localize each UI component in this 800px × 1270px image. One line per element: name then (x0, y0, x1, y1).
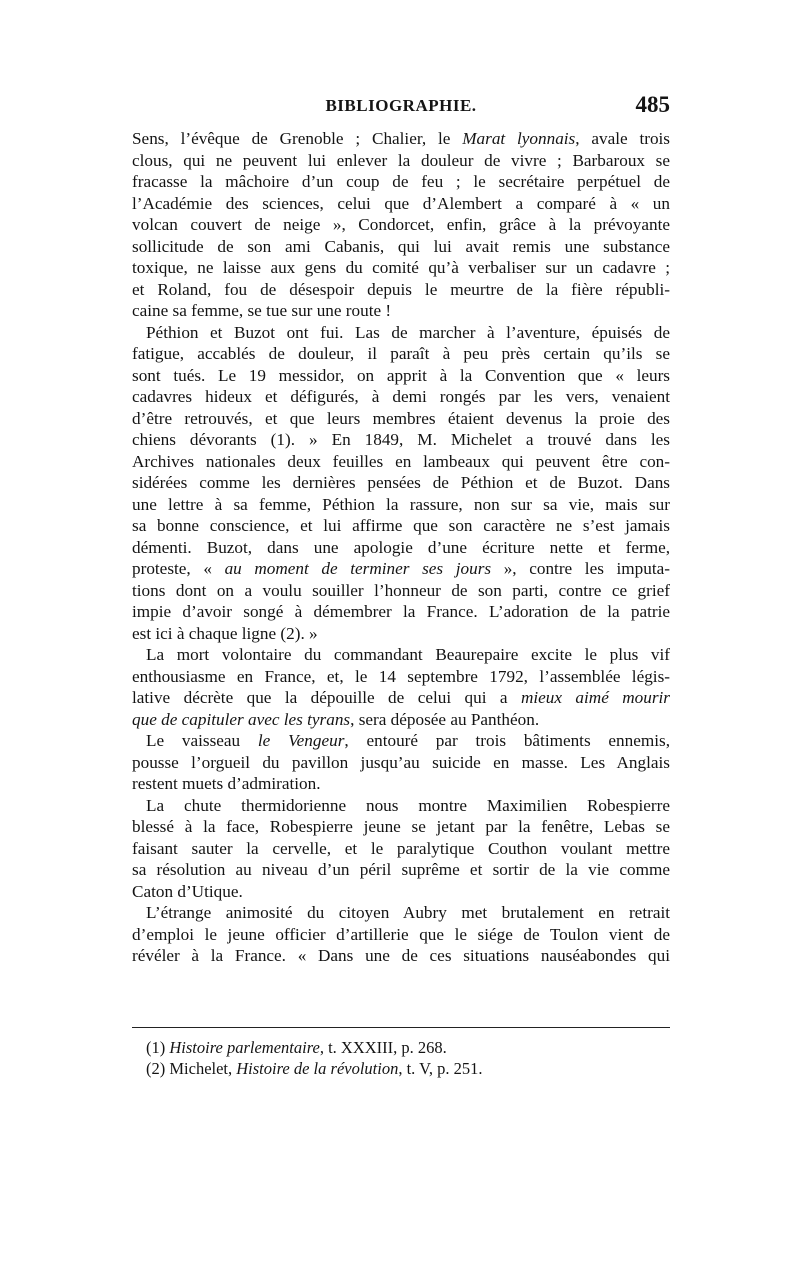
footnote-reference: , t. V, p. 251. (398, 1059, 483, 1078)
footnote-reference: , t. XXXIII, p. 268. (319, 1038, 447, 1057)
line-text: lative décrète que la dépouille de celui qui a (132, 688, 521, 707)
text-line (132, 816, 670, 838)
line-text: caine sa femme, se tue sur une route ! (132, 301, 392, 320)
text-line (132, 214, 670, 236)
line-text: pousse l’orgueil du pavillon jusqu’au suicide en masse. Les Anglais (132, 752, 670, 772)
line-text: fatigue, accablés de douleur, il paraît à peu près certain qu’ils se (132, 344, 670, 363)
line-text: chiens dévorants (1). » En 1849, M. Michelet a trouvé dans les (132, 430, 670, 449)
footnote (146, 1037, 666, 1058)
line-italic-text: le Vengeur (257, 731, 345, 750)
text-line (132, 752, 670, 774)
footnote-rule (132, 1027, 670, 1028)
line-text: Archives nationales deux feuilles en lambeaux qui peuvent être con- (132, 451, 670, 471)
text-line (132, 644, 670, 666)
line-text: faisant sauter la cervelle, et le paralytique Couthon voulant mettre (132, 838, 670, 858)
text-line (132, 666, 670, 688)
text-line (132, 924, 670, 946)
line-text: tions dont on a voulu souiller l’honneur de son parti, contre ce grief (132, 580, 670, 600)
line-text-after: », contre les imputa- (491, 559, 670, 578)
footnote-title: Histoire parlementaire (169, 1038, 320, 1057)
page-number: 485 (635, 92, 670, 117)
text-line (132, 773, 670, 795)
line-text: proteste, « (132, 559, 225, 578)
footnote-number: (2) Michelet, (146, 1059, 237, 1078)
line-text: sidérées comme les dernières pensées de Péthion et de Buzot. Dans (132, 473, 670, 492)
text-line (132, 859, 670, 881)
line-text: et Roland, fou de désespoir depuis le meurtre de la fière républi- (132, 279, 670, 299)
text-line (132, 580, 670, 602)
line-text: sollicitude de son ami Cabanis, qui lui avait remis une substance (132, 236, 670, 256)
line-text: fracasse la mâchoire d’un coup de feu ; le secrétaire perpétuel de (132, 172, 670, 191)
line-text: sa résolution au niveau d’un péril suprême et sortir de la vie comme (132, 860, 670, 879)
line-text-after: , avale trois (575, 129, 670, 148)
line-text: l’Académie des sciences, celui que d’Alembert a comparé à « un (132, 193, 670, 213)
text-line (132, 279, 670, 301)
text-line (132, 171, 670, 193)
line-text: Sens, l’évêque de Grenoble ; Chalier, le (132, 129, 463, 148)
text-line (132, 515, 670, 537)
line-text: toxique, ne laisse aux gens du comité qu’à verbaliser sur un cadavre ; (132, 258, 670, 277)
line-text-after: , entouré par trois bâtiments ennemis, (344, 731, 670, 750)
running-title: BIBLIOGRAPHIE. (325, 96, 477, 115)
text-line (132, 472, 670, 494)
text-line (132, 730, 670, 752)
line-text: cadavres hideux et défigurés, à demi rongés par les vers, venaient (132, 387, 670, 406)
line-text: une lettre à sa femme, Péthion la rassure, non sur sa vie, mais sur (132, 494, 670, 514)
text-line (132, 945, 670, 967)
text-line (132, 451, 670, 473)
text-line (132, 838, 670, 860)
line-text: sa bonne conscience, et lui affirme que son caractère ne s’est jamais (132, 516, 670, 535)
text-line (132, 429, 670, 451)
line-italic-text: mieux aimé mourir (520, 688, 670, 707)
text-line (132, 408, 670, 430)
line-text-after: , sera déposée au Panthéon. (350, 709, 540, 729)
text-line (132, 537, 670, 559)
text-line (132, 150, 670, 172)
text-line (132, 623, 670, 645)
text-line (132, 881, 670, 903)
text-line (132, 687, 670, 709)
line-text: La chute thermidorienne nous montre Maximilien Robespierre (146, 795, 670, 815)
line-text: blessé à la face, Robespierre jeune se jetant par la fenêtre, Lebas se (132, 817, 670, 836)
footnotes (146, 1037, 666, 1079)
text-line (132, 322, 670, 344)
text-line (132, 601, 670, 623)
line-text: clous, qui ne peuvent lui enlever la douleur de vivre ; Barbaroux se (132, 150, 670, 170)
text-line (132, 257, 670, 279)
text-line (132, 128, 670, 150)
line-text: enthousiasme en France, et, le 14 septembre 1792, l’assemblée légis- (132, 666, 670, 686)
page-header (132, 92, 670, 126)
line-text: d’être retrouvés, et que leurs membres étaient devenus la proie des (132, 408, 670, 428)
footnote-title: Histoire de la révolution (236, 1059, 399, 1078)
text-line (132, 386, 670, 408)
line-text: Le vaisseau (146, 731, 258, 750)
line-text: volcan couvert de neige », Condorcet, enfin, grâce à la prévoyante (132, 215, 670, 234)
line-text: restent muets d’admiration. (132, 774, 321, 793)
line-text: démenti. Buzot, dans une apologie d’une écriture nette et ferme, (132, 537, 670, 557)
footnote-number: (1) (146, 1038, 170, 1057)
text-line (132, 236, 670, 258)
text-line (132, 365, 670, 387)
text-line (132, 795, 670, 817)
line-text: Caton d’Utique. (132, 881, 243, 901)
footnote (146, 1058, 666, 1079)
body-text (132, 128, 670, 967)
text-line (132, 343, 670, 365)
text-line (132, 300, 670, 322)
line-italic-text: au moment de terminer ses jours (224, 559, 492, 578)
text-line (132, 558, 670, 580)
line-text: impie d’avoir songé à démembrer la France. L’adoration de la patrie (132, 602, 670, 621)
line-text: sont tués. Le 19 messidor, on apprit à la Convention que « leurs (132, 365, 670, 385)
line-italic-text: Marat lyonnais (462, 129, 576, 148)
text-line (132, 494, 670, 516)
line-text: révéler à la France. « Dans une de ces situations nauséabondes qui (132, 946, 670, 965)
line-text: Péthion et Buzot ont fui. Las de marcher à l’aventure, épuisés de (146, 322, 670, 342)
text-line (132, 902, 670, 924)
line-text: d’emploi le jeune officier d’artillerie que le siége de Toulon vient de (132, 924, 670, 944)
line-text: L’étrange animosité du citoyen Aubry met brutalement en retrait (146, 903, 670, 922)
text-line (132, 193, 670, 215)
line-italic-text: que de capituler avec les tyrans (132, 709, 351, 729)
line-text: est ici à chaque ligne (2). » (132, 623, 318, 643)
text-line (132, 709, 670, 731)
line-text: La mort volontaire du commandant Beaurepaire excite le plus vif (146, 645, 670, 664)
